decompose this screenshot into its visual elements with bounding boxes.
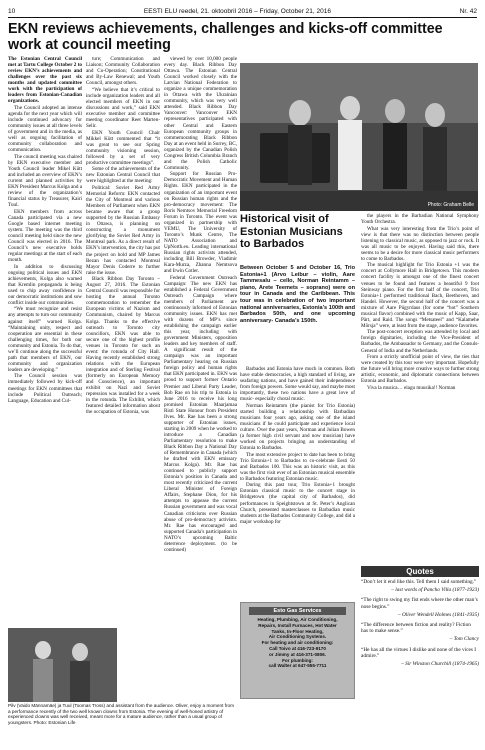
quote-text: “Don’t let it end like this. Tell them I said something.” (361, 579, 477, 585)
paragraph: The musical highlight for Trio Estonia +1 was the concert at Collymore Hall in Bridgetown. This modern concert facility is amongst one of the finest concert venues to be found and features a beautiful 9 foot Steinway piano. For the first half of the concert, Trio Estonia+1 performed traditional Bach, Beethoven, and Handel. However, the second half of the concert was a mixture of Aare Pügyrdaus (for some “hot” Southern musical flavor) combined with the music of Kapp, Saar, Pärt, and Raid. The songs “Metsateel” and “Kalamehe Mõrsja” were, at least from the stage, audience favorites. (361, 262, 479, 329)
paragraph: Federal Government Outreach Campaign: The new EKN has established a Federal Government Outreach Campaign where members of Parliament are continuously informed of Estonian community issues. EKN has met with dozens of MP’s since establishing the campaign earlier this year, including with government Ministers, opposition leaders and key members of staff. A significant result of the campaign was an important Parliamentary hearing on Russian foreign policy and human rights that EKN participated in. EKN was proud to support former Ontario Premier and Liberal Party Leader, Bob Rae on his trip to Estonia in June 2016 to receive his long promised Estonian Maarjamaa Risti State Honour from President Ilves. Mr. Rae has been a strong supporter of Estonian issues, starting in 2009 when he worked to introduce a Canadian Parliamentary resolution to make Black Ribbon Day a National Day of Remembrance in Canada (which he drafted with EKN emissary Marcus Kolga). Mr. Rae has continued to publicly support Estonia’s position in Canada and most recently criticized the current Liberal Minister of Foreign Affairs, Stephane Dion, for his attempts to appease the current Russian government and was vocal Canadian criticisms over Russian abuse of pro-democracy activists. Mr. Rae has encouraged and supported Canada’s participation in NATO’s upcoming Baltic deterrence deployment. (to be continued) (164, 274, 237, 553)
paragraph: The council meeting was chaired by EKN executive member and Youth Council leader Mikel Kütt and included an overview of EKN’s current and planned activities by EKN President Marcus Kolga and a review of the organization’s financial status by Treasurer, Kairi Tuul. (8, 153, 82, 209)
paragraph: Political: Soviet Red Army Memorial Reform: EKN contacted the City of Montreal and various Members of Parliament when EKN became aware that a group supported by the Russian Embassy in Ottawa, is planning on constructing a monument glorifying the Soviet Red Army in Montreal park. As a direct result of EKN’s intervention, the city has put the project on hold and MP James Bezan has contacted Montreal Mayor Denis Coderre to further raise the issue. (86, 184, 160, 276)
paragraph: “We must recognize and resist any attempts to turn our community against itself” warned Kolga. “Maintaining unity, respect and cooperation are essential in these challenging times, for both our community and Estonia. To do that, we’ll continue along the successful path that members of EKN, our community and organization leaders are developing.” (8, 306, 82, 373)
quotes-box (361, 579, 479, 671)
ad-line: Heating, Plumbing, Air Conditioning, (257, 617, 338, 622)
paragraph: What was very interesting from the Trio’s point of view is that there was no distinction between people listening to classical music, as opposed to jazz or rock. It was all music to be enjoyed. Having said this, there seems to be a desire for more classical music performers to come to Barbados. (361, 225, 479, 262)
quote-author: – Tom Clancy (449, 636, 479, 643)
ad-line: Air Conditioning Systems. (268, 634, 327, 640)
paragraph: In addition to discussing ongoing political issues and EKN achievements, Kolga also warned that Kremlin propaganda is being used to chip away confidence in our democratic institutions and sow conflict inside our communities. (8, 263, 82, 306)
paragraph: EKN Youth Council Chair Mikkel Kütt commented that “it was great to see our Spring community visioning session, followed by a set of very productive committee meetings”. (86, 129, 160, 166)
ad-line: For plumbing: (282, 657, 313, 663)
quote-author: – Oliver Wendell Holmes (1841-1935) (397, 611, 479, 618)
article-column-1 (8, 56, 82, 626)
article-column-2 (86, 56, 160, 626)
ad-line: Tanks, In-Floor Heating, (271, 628, 324, 634)
paragraph: The Council adopted an intense agenda for the next year which will include continued advocacy for community issues at all three levels of government and in the media, as well as ongoing facilitation of community collaboration and communication. (8, 104, 82, 154)
main-headline: EKN reviews achievements, challenges and kicks-off committee work at council meeting (8, 21, 443, 53)
ad-line: or Jimmy at 416-371-0806. (269, 651, 326, 657)
quote-text: “The difference between fiction and reality? Fiction has to make sense.” (361, 622, 471, 635)
ad-line: Call Toivo at 416-723-9170 (269, 645, 326, 651)
esto-gas-ad (240, 602, 355, 699)
paragraph: Some of the achievements of the new Estonian Central Council that were highlighted at the meeting: (86, 166, 160, 185)
photo-credit: Photo: Graham Belle (427, 202, 474, 208)
quote-text: “He has all the virtues I dislike and none of the vices I admire.” (361, 646, 477, 659)
paragraph: ture; Communication and Liaison; Community Collaboration and Co-Operation; Constitutional and By-Law Renewal; and Youth Council, amongst others. (86, 56, 160, 87)
paragraph: Norman Reintamm (the pianist for Trio Estonia) started building a relationship with Barbadian musicians four years ago, asking one of the island musicians if he could participate and experience local culture. Over the past years, Norman and Julian Bowen (a former high civil servant and now musician) have worked on projects bringing an understanding of Estonia to Barbados. (240, 402, 355, 452)
quote-text: “The right to swing my fist ends where the other man’s nose begins.” (361, 597, 478, 610)
paragraph: The Council session was immediately followed by kick-off meetings for EKN committees that include Political Outreach; Language, Education and Cul- (8, 373, 82, 404)
ad-line: For heating and air conditioning: (261, 640, 334, 646)
paragraph: Black Ribbon Day Toronto – August 27, 2016. The Estonian Central Council was responsible for hosting the annual Toronto commemoration to remember the European victims of Nazism and Communism, chaired by Marcus Kolga. Thanks to the effective outreach to Toronto city councillors, EKN was able to secure one of the highest profile venues in Toronto for such an event: the rotunda of City Hall. Having recently established strong relations with the European integration and of Sterling Festival (formerly on European Memory and Conscience), an important exhibit on Nazi and Soviet repression was installed for a week in the rotunda. The Exhibit, which featured detailed information about the occupation of Estonia, was (86, 276, 160, 416)
paragraph: Viva la musica… elagu muusika!! Norman (367, 384, 456, 391)
quote-author: – last words of Pancho Villa (1877-1923) (391, 587, 479, 594)
quotes-heading: Quotes (361, 566, 479, 577)
page-header (8, 6, 477, 18)
history-headline: Historical visit of Estonian Musicians to Barbados (240, 213, 343, 250)
paragraph: EKN members from across Canada participated via a new Google based internet meeting system. The meeting was the third council meeting held since the new Council was elected in 2016. The Council’s new executive holds regular meetings at the start of each month. (8, 208, 82, 264)
masthead-date: EESTI ELU reedel, 21. oktoobril 2016 – Friday, October 21, 2016 (143, 8, 331, 15)
musicians-photo (240, 63, 478, 211)
ad-line: call Walter at 647-555-7711 (268, 663, 327, 669)
clowns-caption: Pilv (Vaido Männamäe) ja Tuul (Toomas Tross) and assistant from the audience. Oliver, enjoy a moment from a performance recently of the two well known clowns from Estonia. The evening of well-honed artistry of experienced clowns was well received, meant more for a mature audience, rather than a usual group of youngsters. Photo: Estonian Life (8, 703, 235, 725)
paragraph: The most extensive project to date has been to bring Trio Estonia+1 to Barbados to co-celebrate Eesti 50 and Barbados 100. This was an historic visit, as this was the first visit ever of an Estonian musical ensemble to Barbados featuring Estonian music. (240, 451, 355, 482)
paragraph: During this past tour, Trio Estonia+1 brought Estonian classical music to the concert stage in Bridgetown (the capital city of Barbados), did performances in Speightstown at St. Peter’s Anglican Church, presented masterclasses to Barbadian music students at the Barbados Community College, and did a major workshop for (240, 482, 355, 525)
paragraph: the players in the Barbadian National Symphony Youth Orchestra. (361, 213, 479, 226)
ad-title: Esto Gas Services (249, 607, 346, 615)
article-column-4 (240, 366, 355, 599)
clowns-photo (8, 628, 117, 702)
paragraph: The post-concert reception was attended by local and foreign dignitaries, including the Vice-President of Barbados, the Ambassador to Germany, and the Consuls-General of India and the Netherlands. (361, 329, 479, 354)
article-lead: The Estonian Central Council met at Tartu College October 2 to review EKN’s achievements and challenges over the past six months and updated committee work with the participation of leaders from Estonian-Canadian organizations. (8, 56, 82, 105)
quote-author: – Sir Winston Churchill (1874-1965) (401, 661, 479, 668)
history-lead: Between October 5 and October 16, Trio Estonia+1 (Arvo Leibur – violin, Aare Tammesalu – cello, Norman Reintamm – piano, Arete Teemets – soprano) were on tour in Canada and the Caribbean. This tour was in celebration of two important national anniversaries, Estonia’s 100th and Barbados 50th, and one upcoming anniversary- Canada’s 150th. (240, 265, 355, 324)
article-column-5 (361, 213, 479, 563)
paragraph: From a strictly unofficial point of view, the ties that were created by this tour were very important. Hopefully the future will bring more creative ways to further strong artistic, economic, and diplomatic connections between Estonia and Barbados. (361, 354, 479, 385)
ad-line: Repairs, Install Furnaces, Hot Water (258, 622, 337, 628)
article-column-3 (164, 56, 237, 696)
paragraph: “We believe that it’s critical to include organization leaders and all elected members of EKN in our discussions and work,” said EKN executive member and committee meeting coordinator Reet Marten-Selir. (86, 86, 160, 130)
paragraph: Barbados and Estonia have much in common. Both have stable democracies, a high standard of living, are seafaring nations, and have gained their independence from foreign powers. Some would say, and maybe most importantly, these two nations have a great love of music- especially choral music. (240, 366, 355, 403)
paragraph: Support for Russian Pro-Democratic Movement and Human Rights. EKN participated in the organization of an important event on Russian human rights and the pro-democracy movement: The Boris Nemtsov Memorial Freedom Forum in Toronto. The event was organized in partnership with VEMU, The University of Toronto’s Munk Centre, The NATO Association and UpNorth.eu. Leading international Russian rights activists attended, including Bill Browder, Vladimir Kara-Murza, Zhanna Nemtsova and Irwin Cotler. (164, 171, 237, 275)
page-number-left: 10 (8, 8, 16, 15)
paragraph: viewed by over 10,000 people every day. Black Ribbon Day Ottawa. The Estonian Central Council worked closely with the Latvian National Federation to organize a unique commemoration in Ottawa with the Ukrainian community, which was very well attended. Black Ribbon Day Vancouver: Vancouver EKN representatives participated with other Central and Eastern European community groups in commemorating Black Ribbon Day at an event held in Surrey, BC, organized by the Canadian Polish Congress British Columbia Branch and the Polish Catholic Community. (164, 56, 237, 171)
issue-number: Nr. 42 (459, 8, 477, 15)
